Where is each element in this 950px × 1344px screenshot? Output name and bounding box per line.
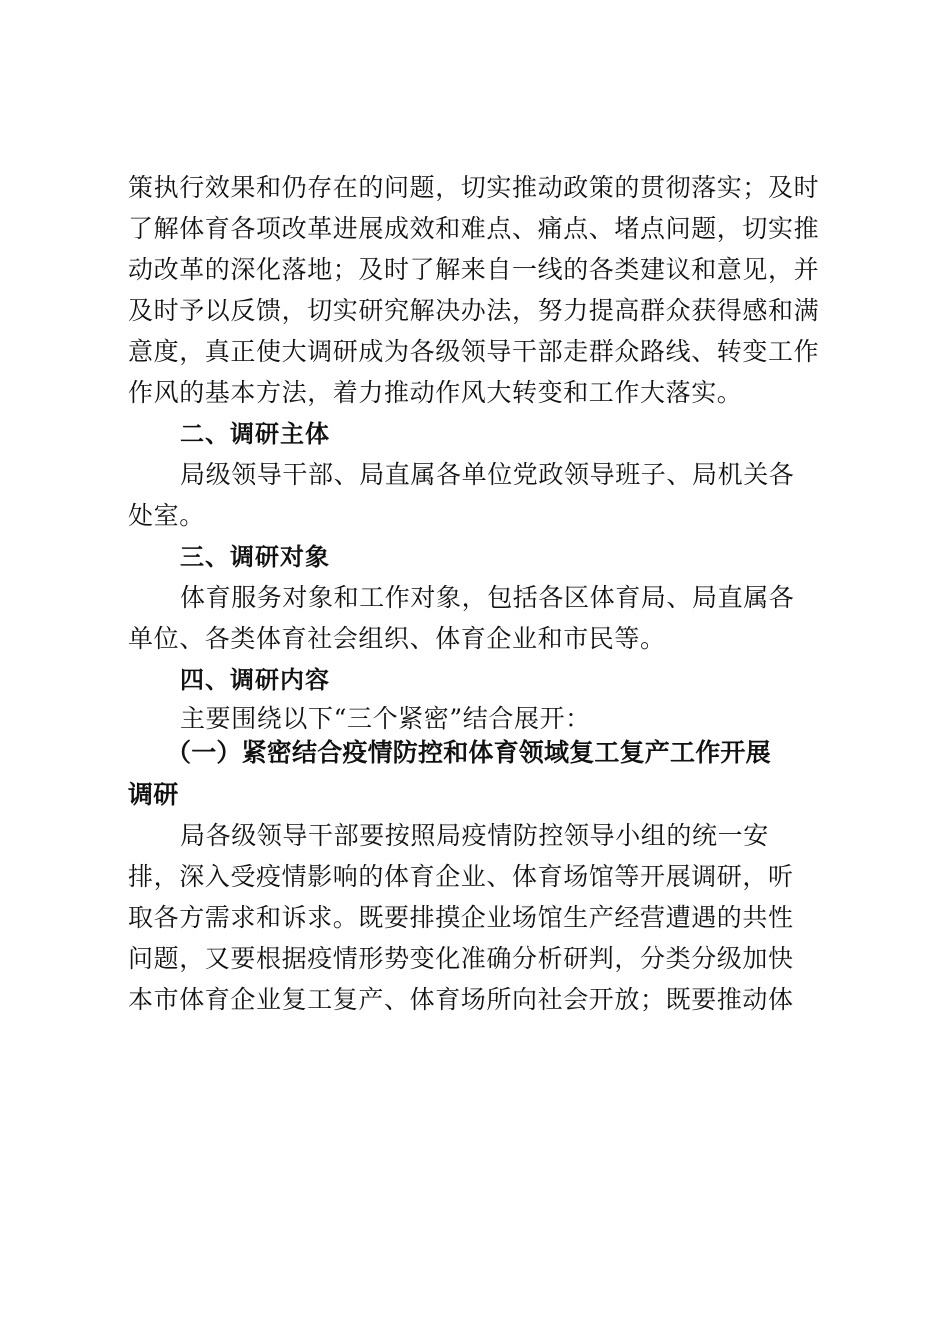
paragraph-line: 了解体育各项改革进展成效和难点、痛点、堵点问题，切实推 <box>128 214 820 243</box>
paragraph-line: 体育服务对象和工作对象，包括各区体育局、局直属各 <box>180 583 795 612</box>
paragraph-line: 局级领导干部、局直属各单位党政领导班子、局机关各 <box>180 460 795 489</box>
section-heading: 四、调研内容 <box>180 666 330 694</box>
paragraph-line: 问题，又要根据疫情形势变化准确分析研判，分类分级加快 <box>128 944 794 973</box>
paragraph-line: 本市体育企业复工复产、体育场所向社会开放；既要推动体 <box>128 985 794 1014</box>
paragraph-line: 策执行效果和仍存在的问题，切实推动政策的贯彻落实；及时 <box>128 173 820 202</box>
paragraph-line: 意度，真正使大调研成为各级领导干部走群众路线、转变工作 <box>128 337 820 366</box>
paragraph-line: 局各级领导干部要按照局疫情防控领导小组的统一安 <box>180 821 769 850</box>
paragraph-line: 作风的基本方法，着力推动作风大转变和工作大落实。 <box>128 378 743 407</box>
section-heading: 二、调研主体 <box>180 420 330 448</box>
section-heading: 三、调研对象 <box>180 543 330 571</box>
paragraph-line: 及时予以反馈，切实研究解决办法，努力提高群众获得感和满 <box>128 296 820 325</box>
paragraph-line: 主要围绕以下“三个紧密”结合展开： <box>180 704 591 733</box>
paragraph-line: 单位、各类体育社会组织、体育企业和市民等。 <box>128 624 666 653</box>
paragraph-line: 排，深入受疫情影响的体育企业、体育场馆等开展调研，听 <box>128 862 794 891</box>
paragraph-line: 取各方需求和诉求。既要排摸企业场馆生产经营遭遇的共性 <box>128 903 794 932</box>
paragraph-line: 动改革的深化落地；及时了解来自一线的各类建议和意见，并 <box>128 255 820 284</box>
paragraph-line: 处室。 <box>128 501 205 530</box>
subsection-heading: 调研 <box>128 780 179 809</box>
subsection-heading: （一）紧密结合疫情防控和体育领域复工复产工作开展 <box>166 738 771 767</box>
